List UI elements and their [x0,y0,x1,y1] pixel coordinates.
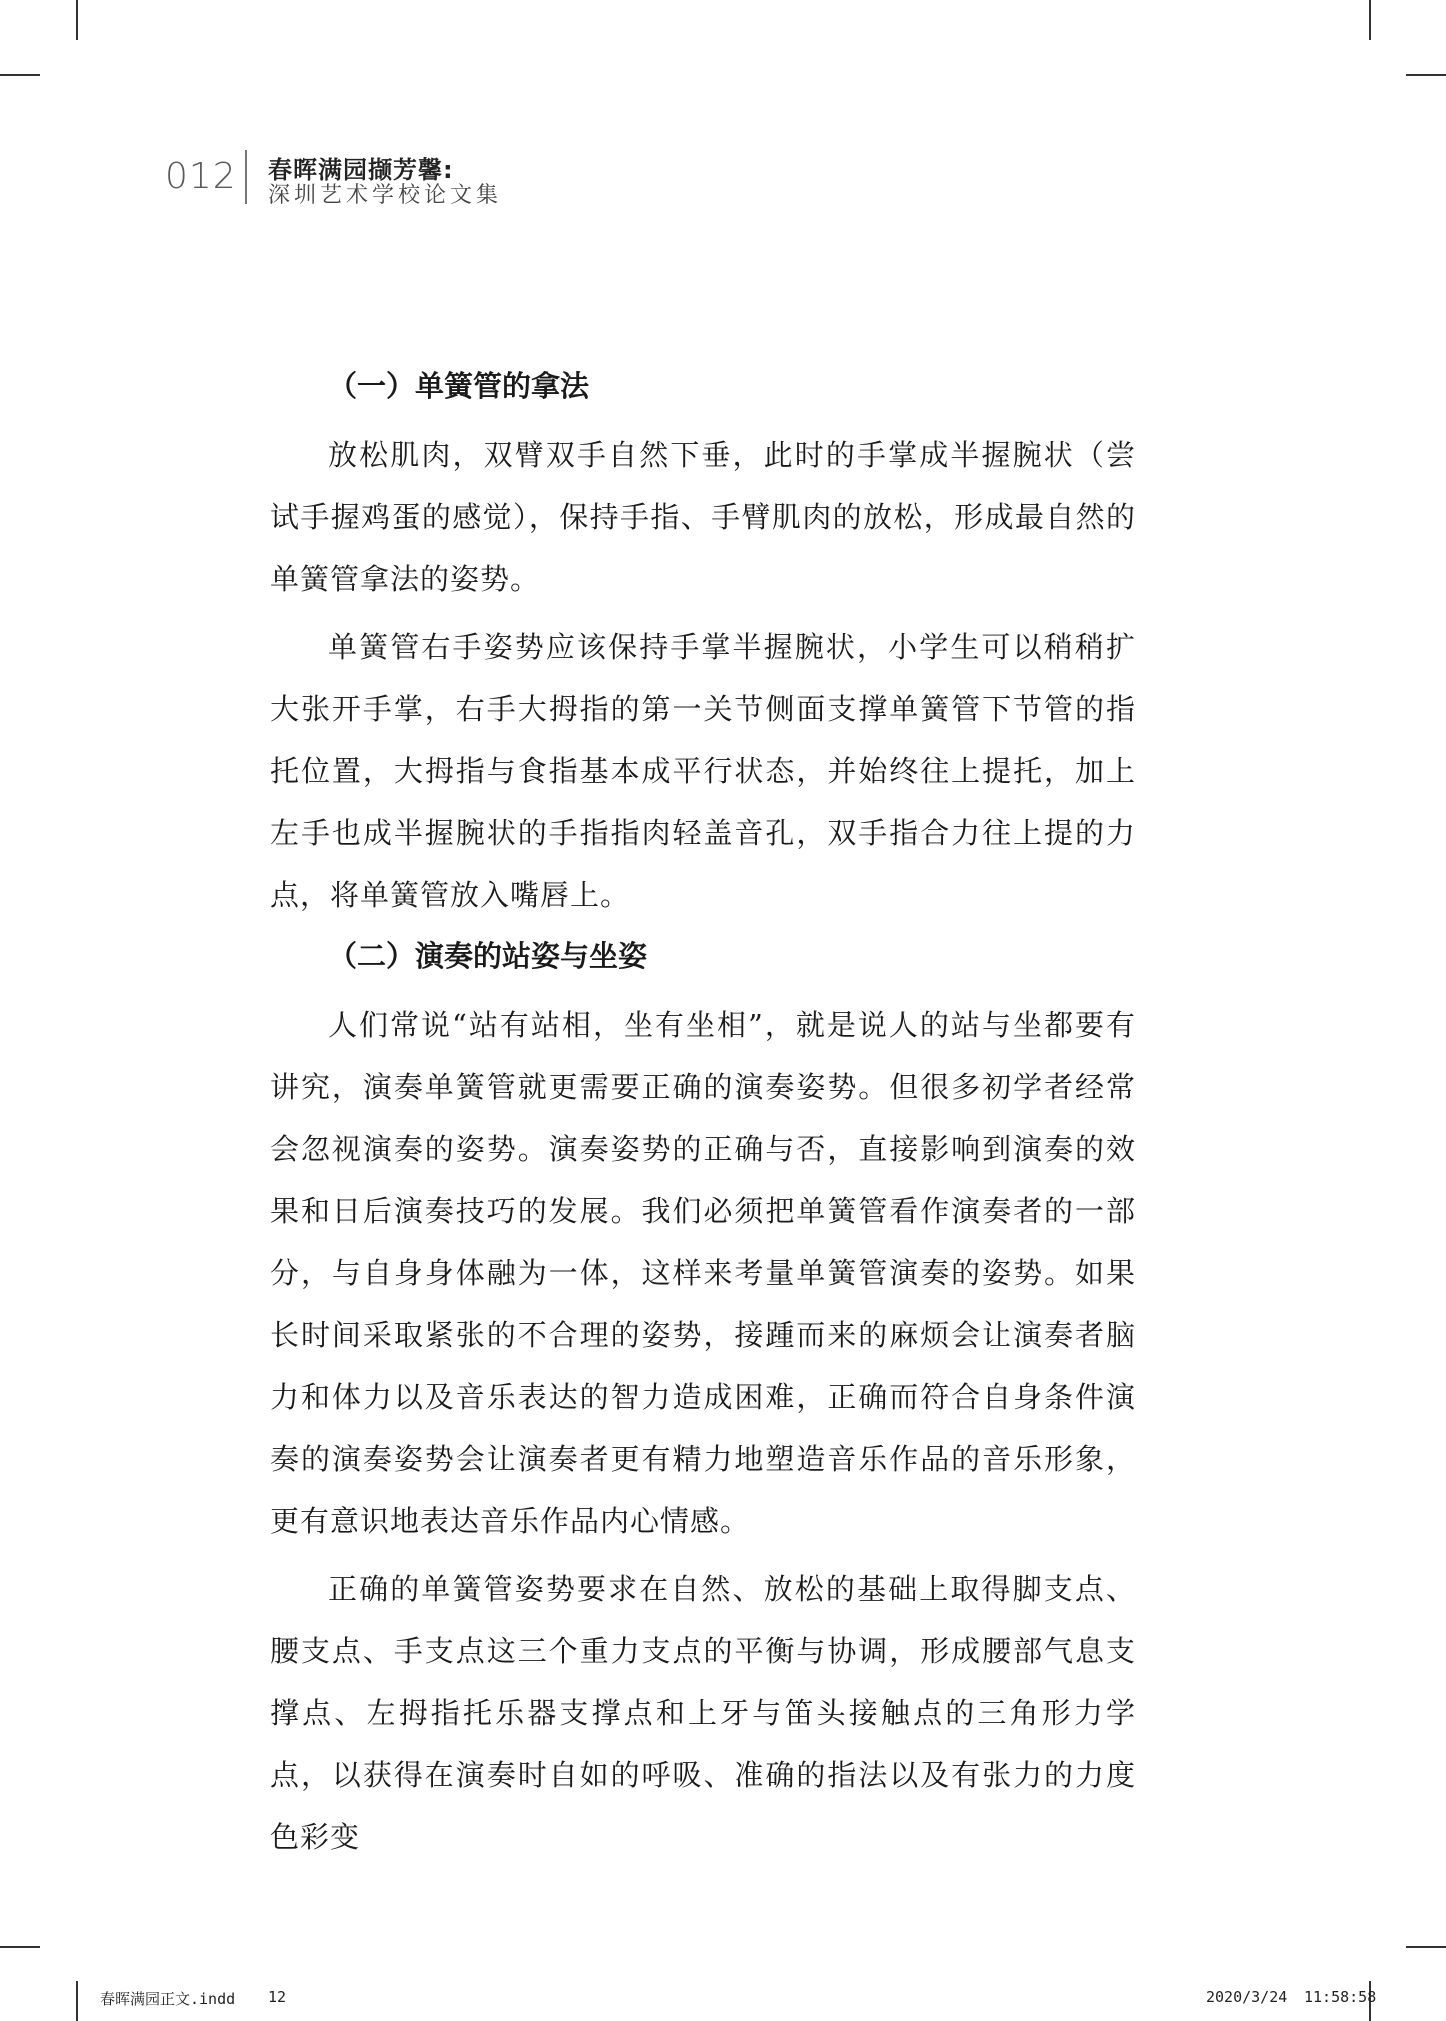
book-subtitle: 深圳艺术学校论文集 [268,183,503,208]
slug-page: 12 [268,1988,287,2006]
crop-mark-bottom-right-h [1406,1946,1446,1948]
crop-mark-top-right-h [1406,74,1446,76]
crop-mark-bottom-left-h [0,1946,40,1948]
section-heading-1: （一）单簧管的拿法 [328,369,590,403]
paragraph: 单簧管右手姿势应该保持手掌半握腕状，小学生可以稍稍扩大张开手掌，右手大拇指的第一关节侧面支撑单簧管下节管的指托位置，大拇指与食指基本成平行状态，并始终往上提托，加上左手也成半握腕状的手指指肉轻盖音孔，双手指合力往上提的力点，将单簧管放入嘴唇上。 [270,630,1136,912]
paragraph: 正确的单簧管姿势要求在自然、放松的基础上取得脚支点、腰支点、手支点这三个重力支点的平衡与协调，形成腰部气息支撑点、左拇指托乐器支撑点和上牙与笛头接触点的三角形力学点，以获得在演奏时自如的呼吸、准确的指法以及有张力的力度色彩变 [270,1572,1136,1854]
crop-mark-top-left [76,0,78,40]
paragraph: 放松肌肉，双臂双手自然下垂，此时的手掌成半握腕状（尝试手握鸡蛋的感觉），保持手指、手臂肌肉的放松，形成最自然的单簧管拿法的姿势。 [270,438,1136,596]
paragraph: 人们常说“站有站相，坐有坐相”，就是说人的站与坐都要有讲究，演奏单簧管就更需要正确的演奏姿势。但很多初学者经常会忽视演奏的姿势。演奏姿势的正确与否，直接影响到演奏的效果和日后演奏技巧的发展。我们必须把单簧管看作演奏者的一部分，与自身身体融为一体，这样来考量单簧管演奏的姿势。如果长时间采取紧张的不合理的姿势，接踵而来的麻烦会让演奏者脑力和体力以及音乐表达的智力造成困难，正确而符合自身条件演奏的演奏姿势会让演奏者更有精力地塑造音乐作品的音乐形象，更有意识地表达音乐作品内心情感。 [270,1008,1136,1538]
section-heading-2: （二）演奏的站姿与坐姿 [328,939,648,973]
page-number: 012 [165,156,237,197]
crop-mark-bottom-left [76,1981,78,2021]
crop-mark-top-left-h [0,74,40,76]
book-title: 春晖满园撷芳馨: [268,156,454,184]
header-divider [245,150,247,204]
slug-file-name: 春晖满园正文.indd [100,1990,236,2008]
slug-date: 2020/3/24 [1206,1988,1288,2006]
body-text [270,362,1136,1874]
crop-mark-top-right [1369,0,1371,40]
slug-time: 11:58:58 [1304,1988,1377,2006]
